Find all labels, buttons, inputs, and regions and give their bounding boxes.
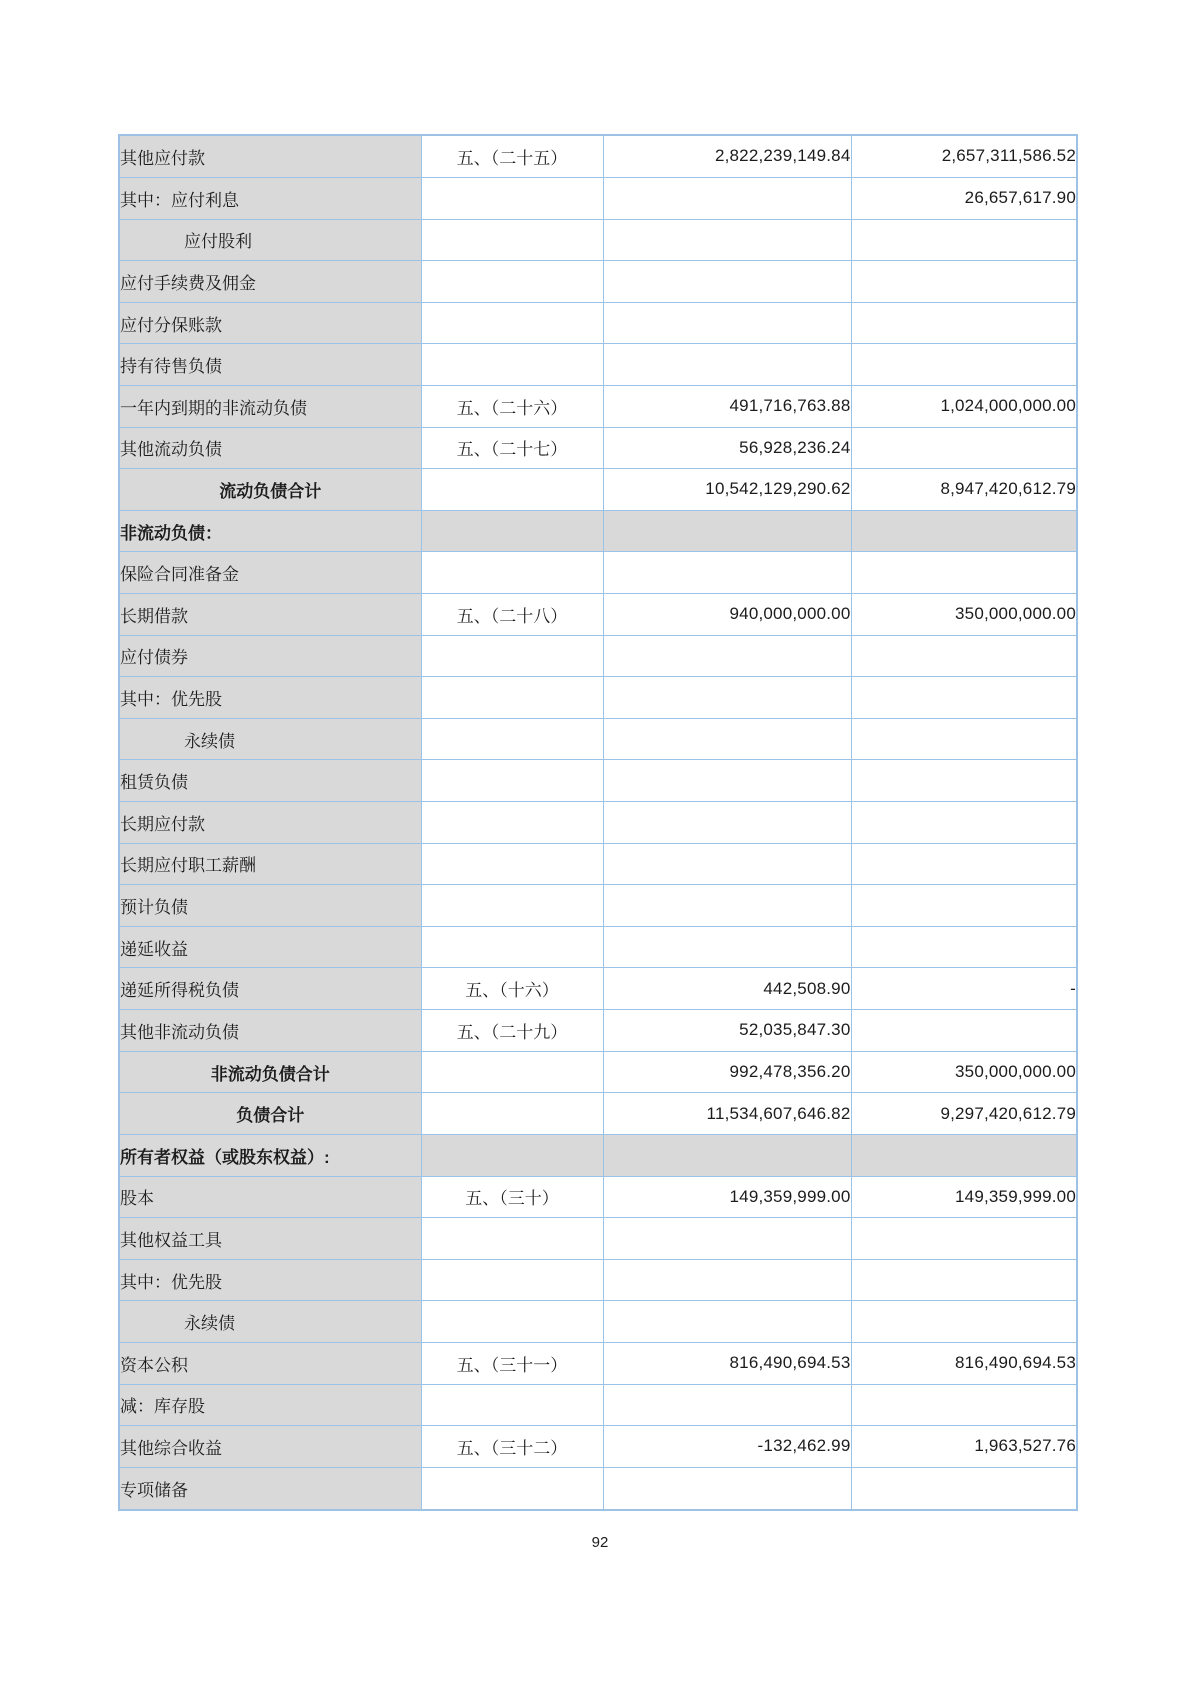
amount-current: 149,359,999.00 <box>603 1176 851 1218</box>
table-row <box>119 261 1077 303</box>
item-label: 租赁负债 <box>119 760 421 802</box>
table-row <box>119 1176 1077 1218</box>
amount-current <box>603 302 851 344</box>
table-row <box>119 968 1077 1010</box>
table-row <box>119 677 1077 719</box>
amount-current <box>603 760 851 802</box>
table-row <box>119 1010 1077 1052</box>
amount-current <box>603 510 851 552</box>
amount-prior: 1,963,527.76 <box>851 1426 1077 1468</box>
note-reference <box>421 843 603 885</box>
table-row <box>119 1342 1077 1384</box>
amount-prior <box>851 552 1077 594</box>
table-row <box>119 1384 1077 1426</box>
table-row <box>119 469 1077 511</box>
amount-prior <box>851 261 1077 303</box>
note-reference <box>421 302 603 344</box>
amount-current <box>603 1384 851 1426</box>
amount-prior: - <box>851 968 1077 1010</box>
table-row <box>119 510 1077 552</box>
table-row <box>119 760 1077 802</box>
item-label: 非流动负债： <box>119 510 421 552</box>
note-reference: 五、（三十二） <box>421 1426 603 1468</box>
note-reference: 五、（三十一） <box>421 1342 603 1384</box>
amount-prior <box>851 1301 1077 1343</box>
amount-prior <box>851 802 1077 844</box>
table-row <box>119 1259 1077 1301</box>
table-row <box>119 1426 1077 1468</box>
item-label: 其他权益工具 <box>119 1218 421 1260</box>
table-row <box>119 885 1077 927</box>
amount-prior <box>851 219 1077 261</box>
table-row <box>119 802 1077 844</box>
note-reference <box>421 469 603 511</box>
amount-current <box>603 344 851 386</box>
item-label: 应付分保账款 <box>119 302 421 344</box>
note-reference <box>421 1467 603 1510</box>
note-reference: 五、（三十） <box>421 1176 603 1218</box>
note-reference <box>421 510 603 552</box>
amount-prior <box>851 302 1077 344</box>
amount-current: -132,462.99 <box>603 1426 851 1468</box>
note-reference <box>421 1051 603 1093</box>
page-number: 92 <box>591 1534 609 1551</box>
amount-current <box>603 885 851 927</box>
item-label: 其他非流动负债 <box>119 1010 421 1052</box>
note-reference <box>421 635 603 677</box>
table-row <box>119 1467 1077 1510</box>
amount-prior: 350,000,000.00 <box>851 594 1077 636</box>
amount-current <box>603 1259 851 1301</box>
table-row <box>119 635 1077 677</box>
item-label: 预计负债 <box>119 885 421 927</box>
balance-sheet-body <box>119 135 1077 1510</box>
table-row <box>119 302 1077 344</box>
amount-prior: 26,657,617.90 <box>851 177 1077 219</box>
item-label: 所有者权益（或股东权益）: <box>119 1134 421 1176</box>
item-label: 递延收益 <box>119 926 421 968</box>
note-reference <box>421 718 603 760</box>
amount-current <box>603 1134 851 1176</box>
amount-current: 992,478,356.20 <box>603 1051 851 1093</box>
amount-prior <box>851 677 1077 719</box>
amount-prior <box>851 926 1077 968</box>
table-row <box>119 594 1077 636</box>
amount-current <box>603 552 851 594</box>
item-label: 负债合计 <box>119 1093 421 1135</box>
table-row <box>119 718 1077 760</box>
table-row <box>119 926 1077 968</box>
note-reference <box>421 1093 603 1135</box>
note-reference <box>421 802 603 844</box>
item-label: 应付股利 <box>119 219 421 261</box>
amount-current: 11,534,607,646.82 <box>603 1093 851 1135</box>
amount-prior <box>851 843 1077 885</box>
item-label: 其中：优先股 <box>119 1259 421 1301</box>
table-row <box>119 1218 1077 1260</box>
item-label: 其中：应付利息 <box>119 177 421 219</box>
note-reference <box>421 885 603 927</box>
amount-current <box>603 177 851 219</box>
amount-prior <box>851 1134 1077 1176</box>
item-label: 长期应付职工薪酬 <box>119 843 421 885</box>
item-label: 递延所得税负债 <box>119 968 421 1010</box>
table-row <box>119 344 1077 386</box>
amount-prior <box>851 760 1077 802</box>
table-row <box>119 1134 1077 1176</box>
note-reference <box>421 760 603 802</box>
item-label: 长期借款 <box>119 594 421 636</box>
note-reference <box>421 1134 603 1176</box>
item-label: 流动负债合计 <box>119 469 421 511</box>
note-reference <box>421 177 603 219</box>
item-label: 长期应付款 <box>119 802 421 844</box>
amount-current <box>603 802 851 844</box>
amount-prior <box>851 510 1077 552</box>
amount-current <box>603 219 851 261</box>
note-reference <box>421 1218 603 1260</box>
table-row <box>119 1051 1077 1093</box>
amount-prior: 1,024,000,000.00 <box>851 385 1077 427</box>
item-label: 应付手续费及佣金 <box>119 261 421 303</box>
note-reference <box>421 1259 603 1301</box>
item-label: 应付债券 <box>119 635 421 677</box>
note-reference <box>421 261 603 303</box>
table-row <box>119 843 1077 885</box>
amount-current: 491,716,763.88 <box>603 385 851 427</box>
amount-current <box>603 261 851 303</box>
amount-prior: 9,297,420,612.79 <box>851 1093 1077 1135</box>
table-row <box>119 385 1077 427</box>
amount-current <box>603 926 851 968</box>
amount-current <box>603 1218 851 1260</box>
table-row <box>119 135 1077 177</box>
amount-current <box>603 1467 851 1510</box>
amount-current: 940,000,000.00 <box>603 594 851 636</box>
note-reference <box>421 677 603 719</box>
amount-prior: 2,657,311,586.52 <box>851 135 1077 177</box>
note-reference: 五、（二十九） <box>421 1010 603 1052</box>
item-label: 其他流动负债 <box>119 427 421 469</box>
item-label: 其中：优先股 <box>119 677 421 719</box>
amount-prior <box>851 635 1077 677</box>
item-label: 其他综合收益 <box>119 1426 421 1468</box>
item-label: 其他应付款 <box>119 135 421 177</box>
note-reference <box>421 552 603 594</box>
item-label: 非流动负债合计 <box>119 1051 421 1093</box>
amount-current: 442,508.90 <box>603 968 851 1010</box>
table-row <box>119 1093 1077 1135</box>
amount-prior: 816,490,694.53 <box>851 1342 1077 1384</box>
table-row <box>119 1301 1077 1343</box>
amount-current: 816,490,694.53 <box>603 1342 851 1384</box>
item-label: 一年内到期的非流动负债 <box>119 385 421 427</box>
amount-current <box>603 718 851 760</box>
amount-prior <box>851 718 1077 760</box>
item-label: 保险合同准备金 <box>119 552 421 594</box>
item-label: 资本公积 <box>119 1342 421 1384</box>
amount-prior <box>851 1384 1077 1426</box>
note-reference: 五、（二十八） <box>421 594 603 636</box>
item-label: 股本 <box>119 1176 421 1218</box>
table-row <box>119 177 1077 219</box>
amount-prior: 149,359,999.00 <box>851 1176 1077 1218</box>
item-label: 减：库存股 <box>119 1384 421 1426</box>
amount-prior <box>851 885 1077 927</box>
item-label: 永续债 <box>119 1301 421 1343</box>
amount-prior <box>851 427 1077 469</box>
amount-current <box>603 1301 851 1343</box>
amount-prior: 350,000,000.00 <box>851 1051 1077 1093</box>
balance-sheet-table <box>118 134 1078 1511</box>
item-label: 永续债 <box>119 718 421 760</box>
amount-prior <box>851 1010 1077 1052</box>
note-reference: 五、（二十六） <box>421 385 603 427</box>
amount-current <box>603 843 851 885</box>
table-row <box>119 552 1077 594</box>
note-reference: 五、（二十七） <box>421 427 603 469</box>
note-reference <box>421 344 603 386</box>
amount-prior: 8,947,420,612.79 <box>851 469 1077 511</box>
amount-current: 10,542,129,290.62 <box>603 469 851 511</box>
amount-prior <box>851 1218 1077 1260</box>
item-label: 持有待售负债 <box>119 344 421 386</box>
amount-prior <box>851 1467 1077 1510</box>
note-reference <box>421 1301 603 1343</box>
item-label: 专项储备 <box>119 1467 421 1510</box>
amount-current: 56,928,236.24 <box>603 427 851 469</box>
table-row <box>119 427 1077 469</box>
amount-prior <box>851 1259 1077 1301</box>
note-reference <box>421 1384 603 1426</box>
note-reference <box>421 219 603 261</box>
amount-current: 2,822,239,149.84 <box>603 135 851 177</box>
table-row <box>119 219 1077 261</box>
amount-prior <box>851 344 1077 386</box>
amount-current: 52,035,847.30 <box>603 1010 851 1052</box>
amount-current <box>603 635 851 677</box>
note-reference: 五、（十六） <box>421 968 603 1010</box>
note-reference: 五、（二十五） <box>421 135 603 177</box>
amount-current <box>603 677 851 719</box>
note-reference <box>421 926 603 968</box>
